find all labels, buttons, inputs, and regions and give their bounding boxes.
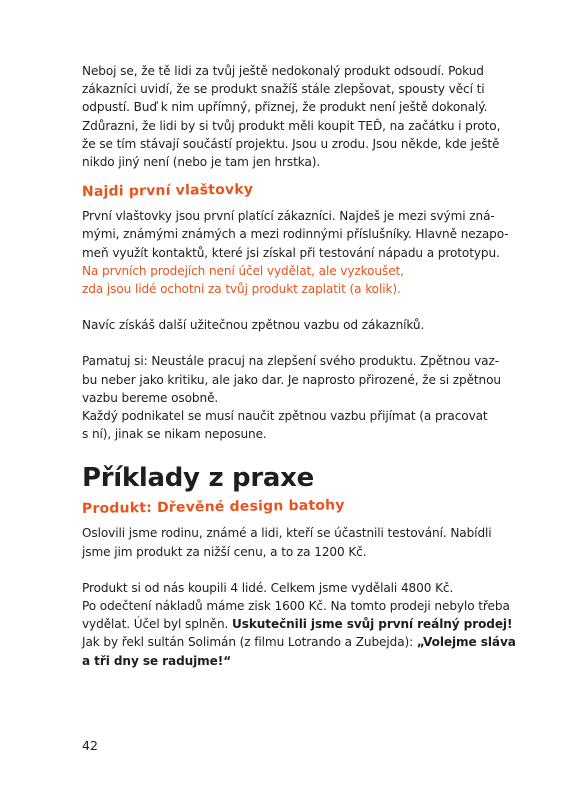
text-line: Navíc získáš další užitečnou zpětnou vazbu od zákazníků. — [82, 318, 425, 333]
page-number: 42 — [82, 738, 98, 753]
feedback-paragraph — [82, 316, 492, 334]
text-line: jsme jim produkt za nižší cenu, a to za 1200 Kč. — [82, 544, 367, 559]
highlight-line: zda jsou lidé ochotni za tvůj produkt zaplatit (a kolik). — [82, 282, 401, 297]
section-heading-first-customers: Najdi první vlaštovky — [81, 181, 254, 201]
examples-title: Příklady z praxe — [82, 463, 314, 494]
highlight-line: Na prvních prodejích není účel vydělat, ale vyzkoušet, — [82, 263, 404, 278]
text-line — [82, 633, 516, 651]
product-paragraph-2 — [82, 579, 516, 670]
text-line: a tři dny se radujme!“ — [82, 653, 232, 668]
text-line: Neboj se, že tě lidi za tvůj ještě nedokonalý produkt odsoudí. Pokud — [82, 64, 484, 78]
text-line: vazbu bereme osobně. — [82, 390, 219, 405]
text-line: Oslovili jsme rodinu, známé a lidi, kteří se účastnili testování. Nabídli — [82, 526, 492, 541]
text-line: že se tím stávají součástí projektu. Jsou u zrodu. Jsou někde, kde ještě — [82, 136, 500, 151]
text-line: s ní), jinak se nikam neposune. — [82, 427, 267, 442]
text-bold: „Volejme sláva — [416, 635, 516, 650]
text-line: Pamatuj si: Neustále pracuj na zlepšení svého produktu. Zpětnou vaz- — [82, 354, 499, 369]
text-line — [82, 615, 513, 633]
page-content — [81, 62, 516, 670]
text-line: První vlaštovky jsou první platící zákazníci. Najdeš je mezi svými zná- — [82, 209, 495, 224]
product-paragraph-1 — [82, 524, 492, 560]
text-line: Zdůrazni, že lidi by si tvůj produkt měli koupit TEĎ, na začátku i proto, — [82, 118, 501, 133]
text-line: meň využít kontaktů, které jsi získal při testování nápadu a prototypu. — [82, 245, 500, 260]
text-line: Po odečtení nákladů máme zisk 1600 Kč. Na tomto prodeji nebylo třeba — [82, 599, 510, 614]
text-line: Produkt si od nás koupili 4 lidé. Celkem jsme vydělali 4800 Kč. — [82, 580, 454, 595]
text-line: nikdo jiný není (nebo je tam jen hrstka). — [82, 155, 321, 170]
text-plain: vydělat. Účel byl splněn. — [82, 617, 233, 632]
text-bold: Uskutečnili jsme svůj první reálný prodej! — [232, 617, 513, 632]
text-line: odpustí. Buď k nim upřímný, přiznej, že produkt není ještě dokonalý. — [82, 100, 488, 115]
product-heading: Produkt: Dřevěné design batohy — [81, 497, 345, 518]
text-line: zákazníci uvidí, že se produkt snažíš stále zlepšovat, spousty věcí ti — [82, 82, 485, 97]
text-line: bu neber jako kritiku, ale jako dar. Je naprosto přirozené, že si zpětnou — [82, 372, 501, 387]
intro-paragraph — [82, 62, 501, 171]
text-line: Každý podnikatel se musí naučit zpětnou vazbu přijímat (a pracovat — [82, 409, 488, 424]
text-plain: Jak by řekl sultán Solimán (z filmu Lotrando a Zubejda): — [82, 635, 417, 650]
first-customers-paragraph — [82, 207, 509, 298]
text-line: mými, známými známých a mezi rodinnými příslušníky. Hlavně nezapo- — [82, 227, 509, 242]
remember-paragraph — [82, 352, 501, 443]
